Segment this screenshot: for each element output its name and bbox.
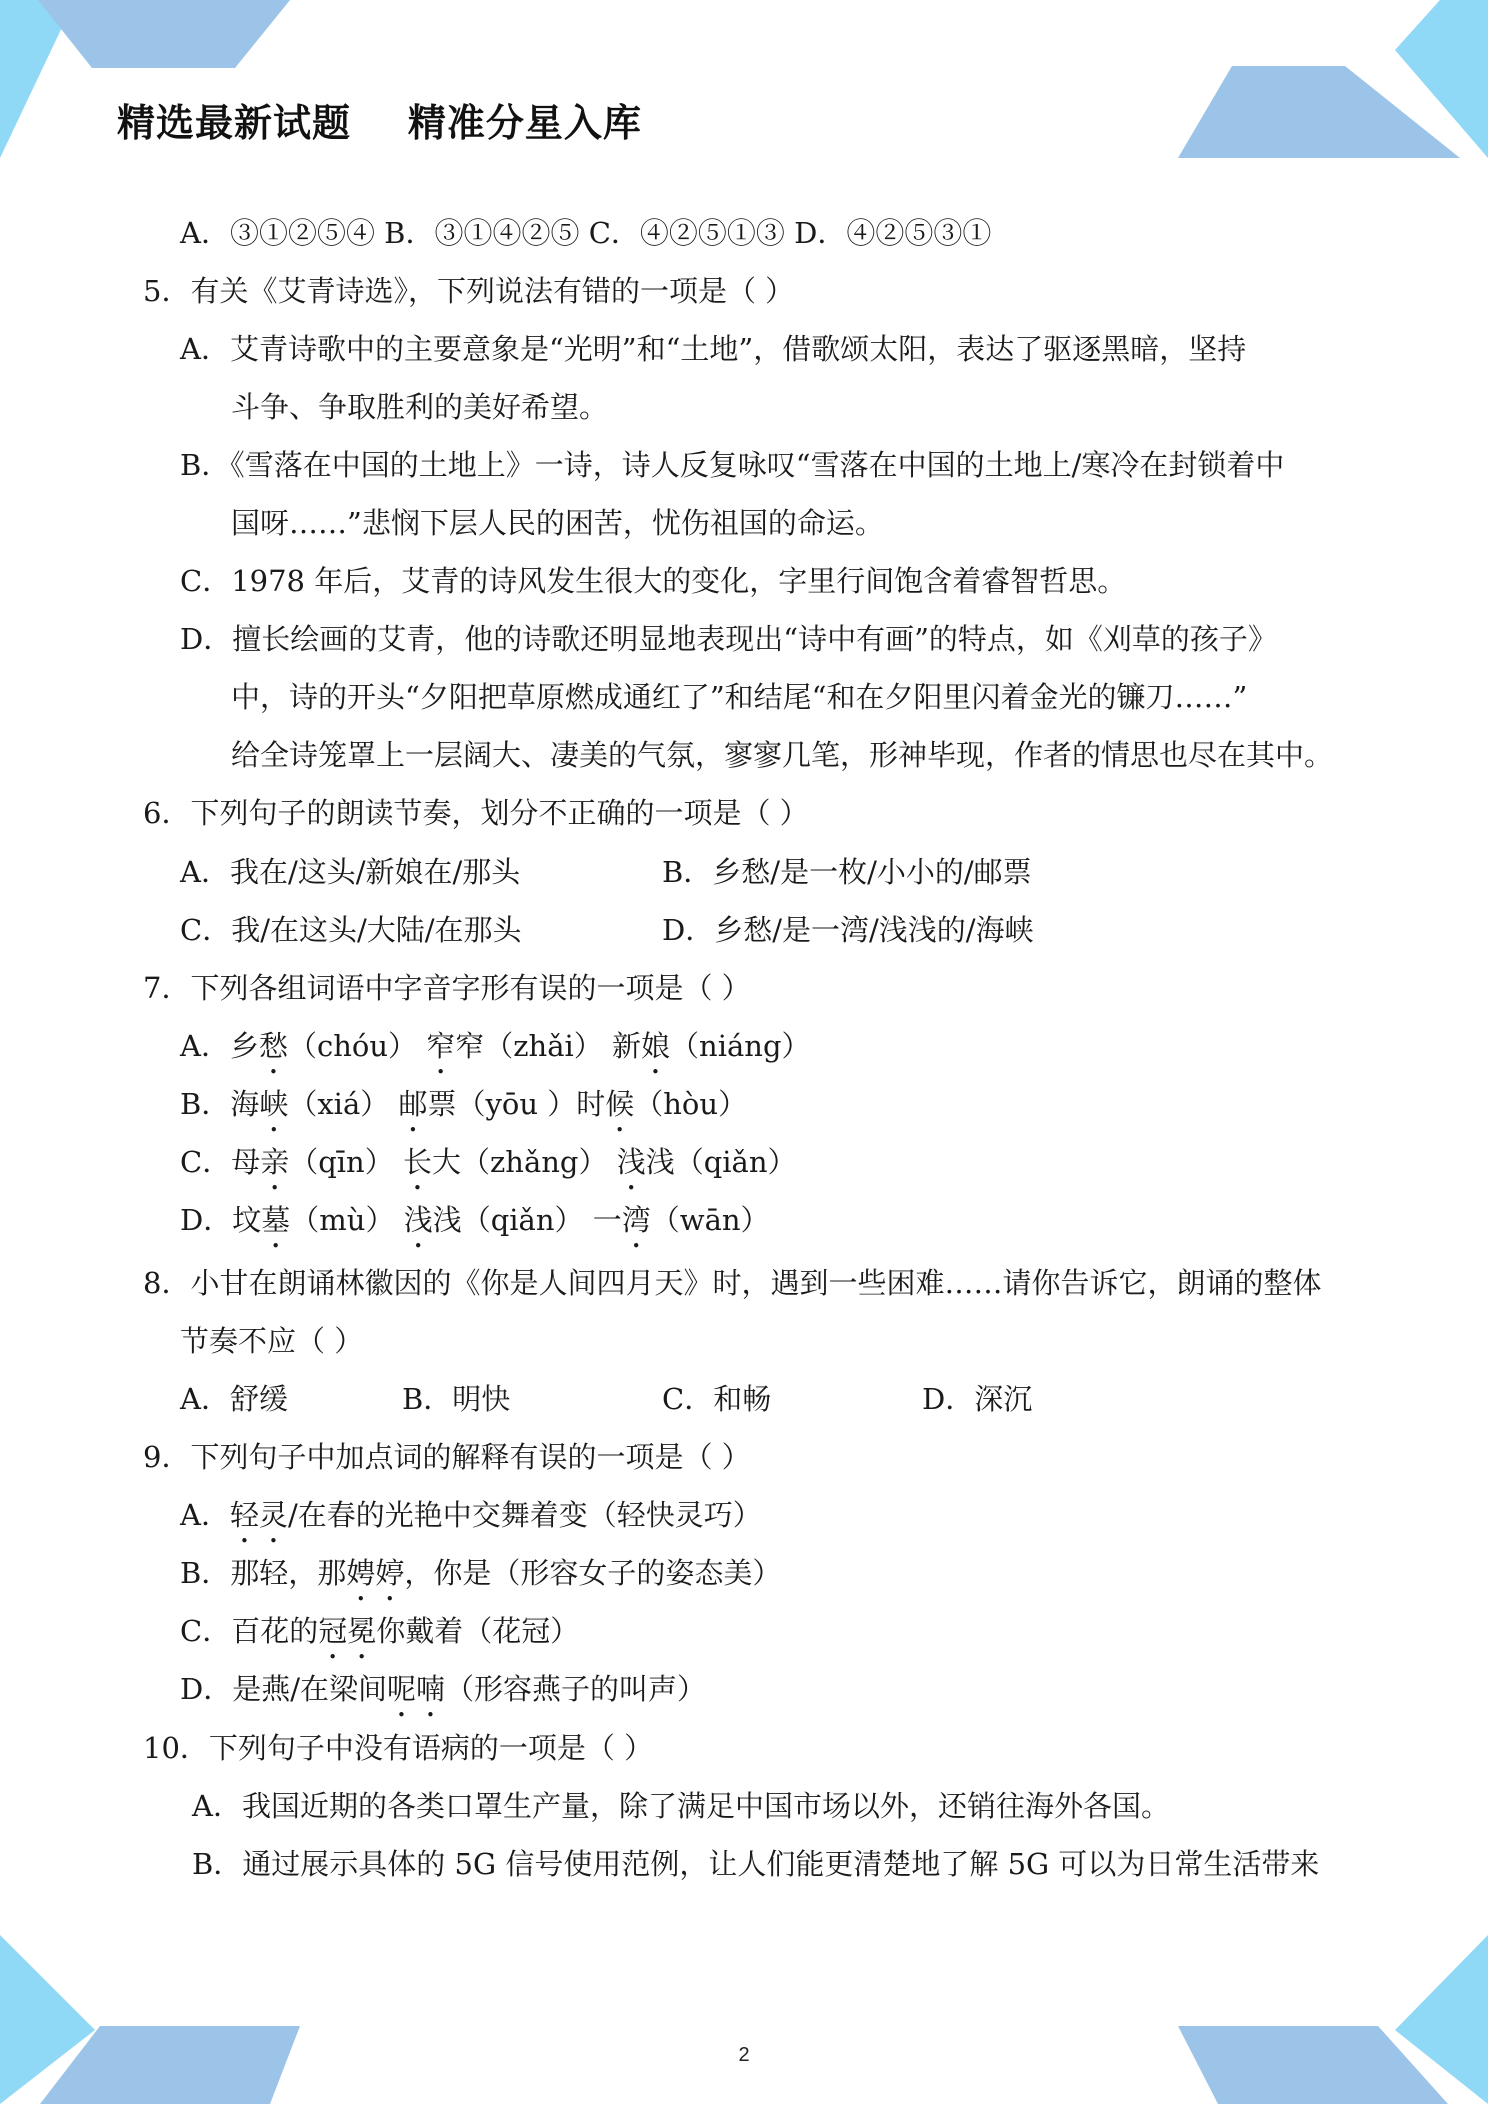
q5-option-d-cont1 <box>231 677 1247 717</box>
top-right-blue-trapezoid <box>1178 66 1460 158</box>
text-run: D．是燕/在梁间 <box>180 1672 388 1706</box>
text-run: 中，诗的开头“夕阳把草原燃成通红了”和结尾“和在夕阳里闪着金光的镰刀……” <box>231 680 1248 714</box>
text-run: （形容燕子的叫声） <box>445 1672 707 1706</box>
text-run: ，你是（形容女子的姿态美） <box>404 1556 782 1590</box>
q5-option-d <box>180 619 1277 659</box>
q8-option-b <box>402 1379 510 1419</box>
emphasized-text: 呢喃 <box>387 1672 446 1706</box>
q7-option-d <box>180 1200 770 1255</box>
text-run: 6．下列句子的朗读节奏，划分不正确的一项是（ ） <box>143 796 809 830</box>
text-run: 国呀……”悲悯下层人民的困苦，忧伤祖国的命运。 <box>231 506 884 540</box>
emphasized-text: 娘 <box>641 1029 671 1063</box>
text-run: B．海 <box>180 1087 260 1121</box>
text-run: B．《雪落在中国的土地上》一诗，诗人反复咏叹“雪落在中国的土地上/寒冷在封锁着中 <box>180 448 1285 482</box>
text-run: A．我在/这头/新娘在/那头 <box>180 855 521 889</box>
q6-option-c <box>180 910 522 950</box>
q8-stem-cont <box>180 1321 363 1361</box>
header-title: 精选最新试题 精准分星入库 <box>117 101 642 145</box>
text-run: 8．小甘在朗诵林徽因的《你是人间四月天》时，遇到一些困难……请你告诉它，朗诵的整体 <box>143 1266 1322 1300</box>
text-run: （chóu） <box>287 1029 427 1063</box>
text-run: /在春的光艳中交舞着变（轻快灵巧） <box>287 1498 762 1532</box>
q10-option-b <box>192 1844 1319 1884</box>
text-run: 10．下列句子中没有语病的一项是（ ） <box>143 1731 654 1765</box>
q4-options <box>180 213 991 253</box>
text-run: （mù） <box>290 1203 404 1237</box>
q5-option-a <box>180 329 1246 369</box>
q10-option-a <box>192 1786 1170 1826</box>
emphasized-text: 候 <box>605 1087 635 1121</box>
emphasized-text: 邮 <box>398 1087 428 1121</box>
text-run: D．擅长绘画的艾青，他的诗歌还明显地表现出“诗中有画”的特点，如《刈草的孩子》 <box>180 622 1277 656</box>
q6-option-a <box>180 852 520 892</box>
emphasized-text: 浅 <box>403 1203 433 1237</box>
text-run: 大（zhǎng） <box>431 1145 617 1179</box>
emphasized-text: 冠冕 <box>318 1614 377 1648</box>
q6-stem <box>143 793 809 833</box>
text-run: 窄（zhǎi） 新 <box>455 1029 642 1063</box>
text-run: B．明快 <box>402 1382 511 1416</box>
text-run: D．深沉 <box>922 1382 1033 1416</box>
q5-option-d-cont2 <box>231 735 1333 775</box>
text-run: A．乡 <box>180 1029 259 1063</box>
emphasized-text: 娉婷 <box>346 1556 405 1590</box>
q8-stem <box>143 1263 1321 1303</box>
text-run: A． <box>180 1498 230 1532</box>
text-run: A．舒缓 <box>180 1382 288 1416</box>
text-run: B．乡愁/是一枚/小小的/邮票 <box>662 855 1032 889</box>
text-run: C．我/在这头/大陆/在那头 <box>180 913 522 947</box>
emphasized-text: 亲 <box>260 1145 290 1179</box>
text-run: 给全诗笼罩上一层阔大、凄美的气氛，寥寥几笔，形神毕现，作者的情思也尽在其中。 <box>231 738 1334 772</box>
text-run: B．那轻，那 <box>180 1556 347 1590</box>
q7-option-a <box>180 1026 811 1081</box>
q5-option-b <box>180 445 1284 485</box>
top-left-blue-trapezoid <box>38 0 290 68</box>
text-run: （xiá） <box>288 1087 399 1121</box>
q10-stem <box>143 1728 653 1768</box>
text-run: 节奏不应（ ） <box>180 1324 364 1358</box>
text-run: （qīn） <box>289 1145 403 1179</box>
q9-option-a <box>180 1495 762 1550</box>
q8-option-a <box>180 1379 288 1419</box>
q7-option-b <box>180 1084 747 1139</box>
emphasized-text: 浅 <box>616 1145 646 1179</box>
text-run: A．③①②⑤④ B．③①④②⑤ C．④②⑤①③ D．④②⑤③① <box>180 216 992 250</box>
text-run: 9．下列句子中加点词的解释有误的一项是（ ） <box>143 1440 751 1474</box>
text-run: D．坟 <box>180 1203 262 1237</box>
emphasized-text: 湾 <box>621 1203 651 1237</box>
emphasized-text: 墓 <box>261 1203 291 1237</box>
text-run: （hòu） <box>634 1087 748 1121</box>
q8-option-d <box>922 1379 1032 1419</box>
text-run: 7．下列各组词语中字音字形有误的一项是（ ） <box>143 971 751 1005</box>
emphasized-text: 峡 <box>259 1087 289 1121</box>
text-run: 你戴着（花冠） <box>376 1614 580 1648</box>
q5-stem <box>143 271 794 311</box>
q9-option-c <box>180 1611 579 1666</box>
q5-option-b-cont <box>231 503 884 543</box>
q9-option-b <box>180 1553 781 1608</box>
q7-stem <box>143 968 751 1008</box>
emphasized-text: 窄 <box>426 1029 456 1063</box>
text-run: A．艾青诗歌中的主要意象是“光明”和“土地”，借歌颂太阳，表达了驱逐黑暗，坚持 <box>180 332 1247 366</box>
text-run: （niáng） <box>670 1029 811 1063</box>
text-run: 5．有关《艾青诗选》，下列说法有错的一项是（ ） <box>143 274 795 308</box>
text-run: 浅（qiǎn） <box>645 1145 797 1179</box>
q8-option-c <box>662 1379 771 1419</box>
text-run: 票（yōu ）时 <box>427 1087 606 1121</box>
emphasized-text: 愁 <box>258 1029 288 1063</box>
text-run: C．1978 年后，艾青的诗风发生很大的变化，字里行间饱含着睿智哲思。 <box>180 564 1127 598</box>
text-run: C．百花的 <box>180 1614 319 1648</box>
text-run: 斗争、争取胜利的美好希望。 <box>231 390 609 424</box>
q7-option-c <box>180 1142 797 1197</box>
q6-option-d <box>662 910 1034 950</box>
text-run: B．通过展示具体的 5G 信号使用范例，让人们能更清楚地了解 5G 可以为日常生活带来 <box>192 1847 1320 1881</box>
q9-option-d <box>180 1669 706 1724</box>
q5-option-a-cont <box>231 387 608 427</box>
q5-option-c <box>180 561 1126 601</box>
page-number: 2 <box>738 2044 750 2066</box>
q9-stem <box>143 1437 751 1477</box>
text-run: C．母 <box>180 1145 261 1179</box>
text-run: D．乡愁/是一湾/浅浅的/海峡 <box>662 913 1034 947</box>
text-run: 浅（qiǎn） 一 <box>432 1203 622 1237</box>
q6-option-b <box>662 852 1032 892</box>
text-run: C．和畅 <box>662 1382 772 1416</box>
text-run: （wān） <box>650 1203 770 1237</box>
emphasized-text: 轻灵 <box>229 1498 288 1532</box>
emphasized-text: 长 <box>402 1145 432 1179</box>
text-run: A．我国近期的各类口罩生产量，除了满足中国市场以外，还销往海外各国。 <box>192 1789 1170 1823</box>
